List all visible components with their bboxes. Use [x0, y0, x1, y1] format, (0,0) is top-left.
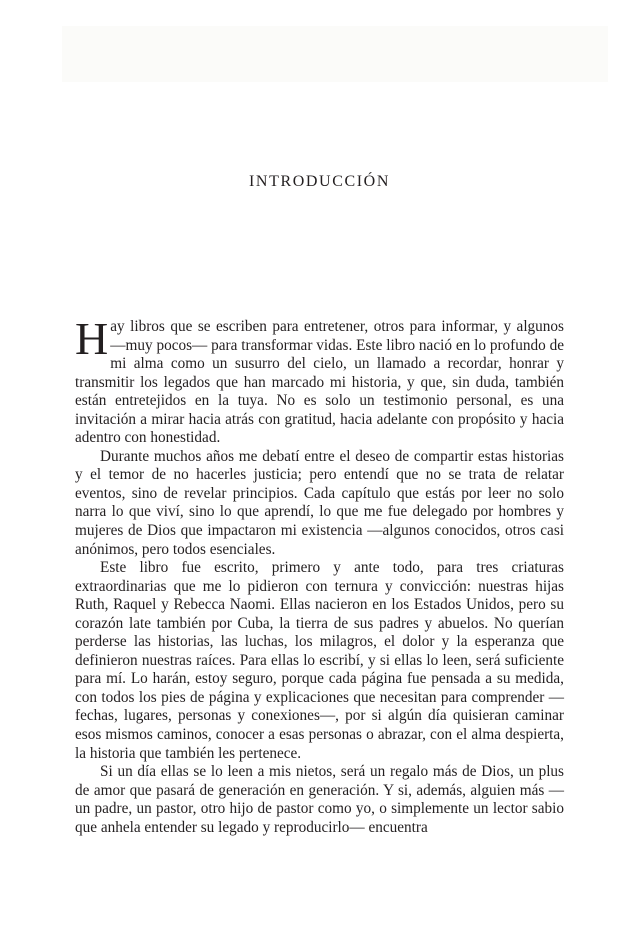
page-header-band [62, 26, 608, 82]
paragraph-1-text: ay libros que se escriben para entretener, otros para informar, y algunos —muy pocos— para transformar vidas. Este libro nació en lo profundo de mi alma como un susurro del cielo, un llamado a recordar, honrar y transmitir los legados que han marcado mi historia, y que, sin duda, también están entretejidos en la tuya. No es solo un testimonio personal, es una invitación a mirar hacia atrás con gratitud, hacia adelante con propósito y hacia adentro con honestidad. [75, 318, 564, 447]
paragraph-2: Durante muchos años me debatí entre el deseo de compartir estas historias y el temor de no hacerles justicia; pero entendí que no se trata de relatar eventos, sino de revelar principios. Cada capítulo que estás por leer no solo narra lo que viví, sino lo que aprendí, lo que me fue delegado por hombres y mujeres de Dios que impactaron mi existencia —algunos conocidos, otros casi anónimos, pero todos esenciales. [75, 447, 564, 558]
paragraph-4: Si un día ellas se lo leen a mis nietos, será un regalo más de Dios, un plus de amor que pasará de generación en generación. Y si, además, alguien más —un padre, un pastor, otro hijo de pastor como yo, o simplemente un lector sabio que anhela entender su legado y reproducirlo— encuentra [75, 763, 564, 836]
chapter-title: introducción [249, 166, 390, 191]
paragraph-3: Este libro fue escrito, primero y ante todo, para tres criaturas extraordinarias que me lo pidieron con ternura y convicción: nuestras hijas Ruth, Raquel y Rebecca Naomi. Ellas nacieron en los Estados Unidos, pero su corazón late también por Cuba, la tierra de sus padres y abuelos. No querían perderse las historias, las luchas, los milagros, el dolor y la esperanza que definieron nuestras raíces. Para ellas lo escribí, y si ellas lo leen, será suficiente para mí. Lo harán, estoy seguro, porque cada página fue pensada a su medida, con todos los pies de página y explicaciones que necesitan para comprender —fechas, lugares, personas y conexiones—, por si algún día quisieran caminar esos mismos caminos, conocer a esas personas o abrazar, con el alma despierta, la historia que también les pertenece. [75, 559, 564, 762]
drop-cap: H [75, 313, 109, 364]
chapter-body [75, 313, 564, 837]
paragraph-1 [75, 313, 564, 448]
